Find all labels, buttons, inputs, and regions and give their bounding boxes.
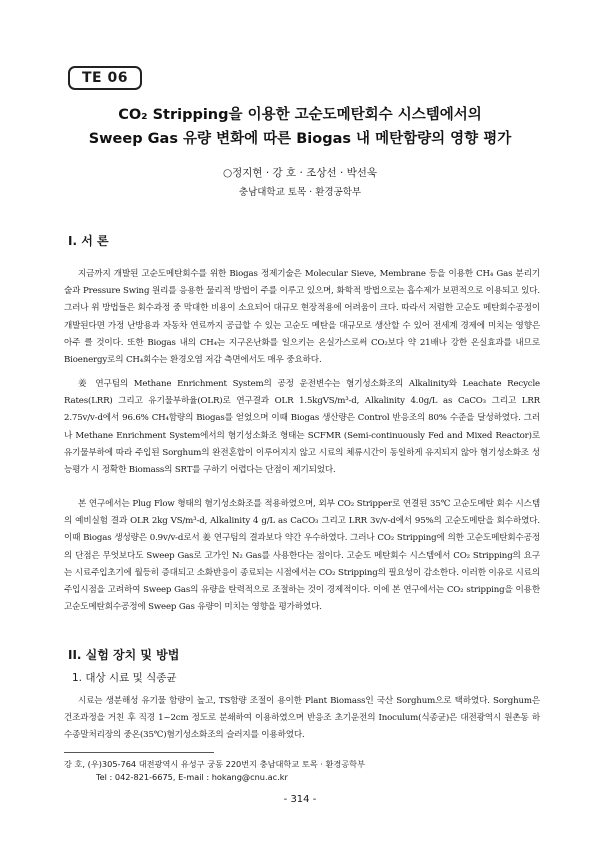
footnote-address: 강 호, (우)305-764 대전광역시 유성구 궁동 220번지 충남대학교 토목 · 환경공학부 xyxy=(64,759,366,769)
intro-paragraph-3: 본 연구에서는 Plug Flow 형태의 혐기성소화조를 적용하였으며, 외부 CO₂ Stripper로 연결된 35℃ 고순도메탄 회수 시스템의 예비실험 결과 OLR 2kg VS/m³-d, Alkalinity 4 g/L as CaCO₃ 그리고 LRR 3v/v-d에서 95%의 고순도메탄을 회수하였다. 이때 Biogas 생성량은 0.9v/v-d로서 姜 연구팀의 결과보다 약간 우수하였다. 그러나 CO₂ Stripping에 의한 고순도메탄회수공정의 단점은 무엇보다도 Sweep Gas로 고가인 N₂ Gas를 사용한다는 점이다. 고순도 메탄회수 시스템에서 CO₂ Stripping의 요구는 시료주입초기에 월등히 증대되고 소화반응이 종료되는 시점에서는 CO₂ Stripping의 필요성이 감소한다. 이러한 이유로 시료의 주입시점을 고려하여 Sweep Gas의 유량을 탄력적으로 조절하는 것이 경제적이다. 이에 본 연구에서는 CO₂ stripping을 이용한 고순도메탄회수공정에 Sweep Gas 유량이 미치는 영향을 평가하였다. xyxy=(64,499,540,613)
paper-title-line-1: CO₂ Stripping을 이용한 고순도메탄회수 시스템에서의 xyxy=(118,107,482,123)
section-heading-introduction: I. 서 론 xyxy=(68,234,109,248)
affiliation: 충남대학교 토목 · 환경공학부 xyxy=(238,187,362,198)
session-badge: TE 06 xyxy=(68,66,142,90)
page-number: - 314 - xyxy=(283,794,317,805)
methods-paragraph-1: 시료는 생분해성 유기물 함량이 높고, TS함량 조절이 용이한 Plant Biomass인 국산 Sorghum으로 택하였다. Sorghum은 건조과정을 거친 후 직경 1~2cm 정도로 분쇄하여 이용하였으며 반응조 초기운전의 Inoculum(식종균)은 대전광역시 원촌동 하수종말처리장의 중온(35℃)혐기성소화조의 슬러지를 이용하였다. xyxy=(64,696,540,741)
footnote-divider xyxy=(64,752,214,753)
footnote-contact: Tel : 042-821-6675, E-mail : hokang@cnu.ac.kr xyxy=(96,772,288,782)
section-heading-methods: II. 실험 장치 및 방법 xyxy=(68,648,180,662)
author-list: ○정지현 · 강 호 · 조상선 · 박선욱 xyxy=(222,167,378,179)
intro-paragraph-2: 姜 연구팀의 Methane Enrichment System의 공정 운전변수는 혐기성소화조의 Alkalinity와 Leachate Recycle Rates(LRR) 그리고 유기물부하율(OLR)로 연구결과 OLR 1.5kgVS/m³-d, Alkalinity 4.0g/L as CaCO₃ 그리고 LRR 2.75v/v-d에서 96.6% CH₄함량의 Biogas를 얻었으며 이때 Biogas 생산량은 Control 반응조의 80% 수준을 달성하였다. 그러나 Methane Enrichment System에서의 혐기성소화조 형태는 SCFMR (Semi-continuously Fed and Mixed Reactor)로 유기물부하에 따라 주입된 Sorghum의 완전혼합이 이루어지지 않고 시료의 체류시간이 동일하게 유지되지 않아 혐기성소화조 성능평가 시 정확한 Biomass의 SRT를 구하기 어렵다는 단점이 제기되었다. xyxy=(64,379,540,476)
subsection-heading-samples: 1. 대상 시료 및 식종균 xyxy=(72,672,177,684)
paper-title-line-2: Sweep Gas 유량 변화에 따른 Biogas 내 메탄함량의 영향 평가 xyxy=(88,131,512,147)
intro-paragraph-1: 지금까지 개발된 고순도메탄회수를 위한 Biogas 정제기술은 Molecular Sieve, Membrane 등을 이용한 CH₄ Gas 분리기술과 Pressure Swing 원리를 응용한 물리적 방법이 주를 이루고 있으며, 화학적 방법으로는 흡수제가 보편적으로 이용되고 있다. 그러나 위 방법들은 회수과정 중 막대한 비용이 소요되어 대규모 현장적용에 어려움이 크다. 따라서 저렴한 고순도 메탄회수공정이 개발된다면 가정 난방용과 자동차 연료까지 공급할 수 있는 고순도 메탄을 대규모로 생산할 수 있어 전세계 경제에 미치는 영향은 아주 클 것이다. 또한 Biogas 내의 CH₄는 지구온난화를 일으키는 온실가스로써 CO₂보다 약 21배나 강한 온실효과를 내므로 Bioenergy로의 CH₄회수는 환경오염 저감 측면에서도 매우 중요하다. xyxy=(64,269,540,366)
